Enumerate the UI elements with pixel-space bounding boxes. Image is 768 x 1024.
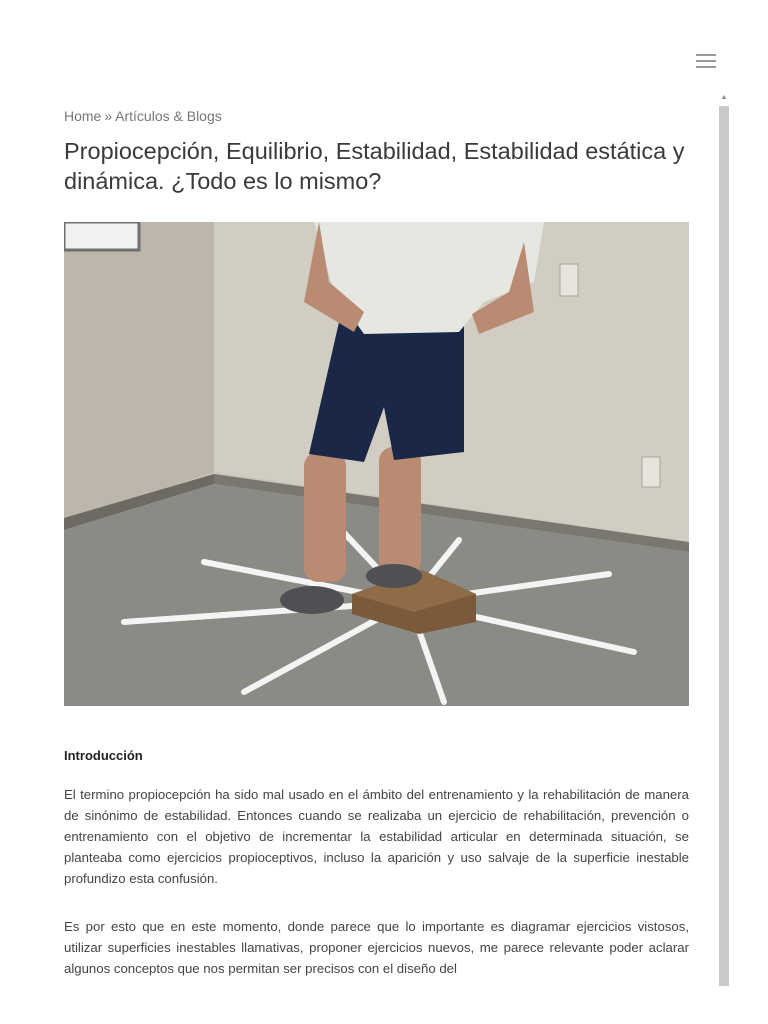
section-heading: Introducción bbox=[64, 748, 143, 763]
breadcrumb-current-link[interactable]: Artículos & Blogs bbox=[115, 108, 222, 124]
scroll-up-arrow-icon[interactable]: ▲ bbox=[720, 93, 728, 101]
breadcrumb bbox=[64, 108, 689, 124]
menu-line bbox=[696, 60, 716, 62]
breadcrumb-separator: » bbox=[104, 108, 113, 124]
menu-line bbox=[696, 66, 716, 68]
menu-line bbox=[696, 54, 716, 56]
paragraph: Es por esto que en este momento, donde parece que lo importante es diagramar ejercicios vistosos, utilizar superficies inestables llamativas, proponer ejercicios nuevos, me parece relevante poder aclarar algunos conceptos que nos permitan ser precisos con el diseño del bbox=[64, 919, 689, 976]
scrollbar[interactable] bbox=[717, 90, 731, 986]
page-title: Propiocepción, Equilibrio, Estabilidad, Estabilidad estática y dinámica. ¿Todo es lo mismo? bbox=[64, 138, 685, 194]
hamburger-menu-icon[interactable] bbox=[693, 50, 719, 72]
breadcrumb-home-link[interactable]: Home bbox=[64, 108, 102, 124]
paragraph: El termino propiocepción ha sido mal usado en el ámbito del entrenamiento y la rehabilitación de manera de sinónimo de estabilidad. Entonces cuando se realizaba un ejercicio de rehabilitación, prevención o entrenamiento con el objetivo de incrementar la estabilidad articular en determinada situación, se planteaba como ejercicios propioceptivos, incluso la aparición y uso salvaje de la superficie inestable profundizo esta confusión. bbox=[64, 787, 689, 886]
hero-image bbox=[64, 222, 689, 706]
scroll-thumb[interactable] bbox=[719, 106, 729, 986]
article-content bbox=[64, 108, 689, 976]
